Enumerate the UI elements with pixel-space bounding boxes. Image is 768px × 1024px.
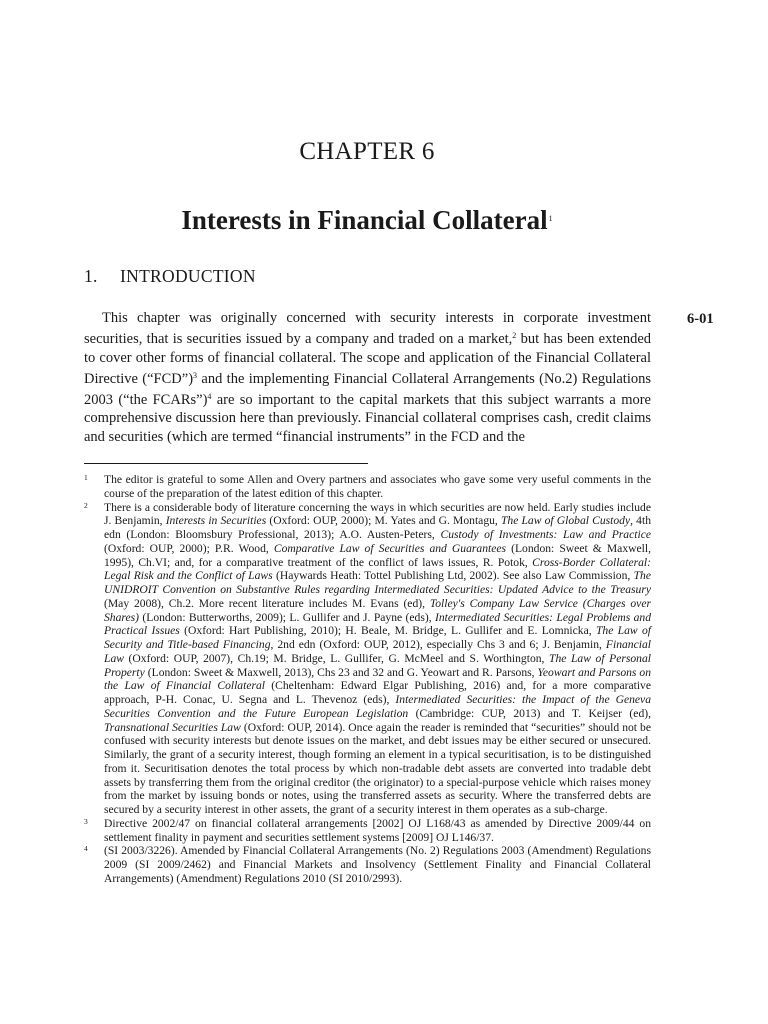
footnote-text [104, 817, 651, 845]
citation-title: Tolley's Company Law Service (Charges over Shares) [104, 596, 651, 624]
text-run: , 2nd edn (Oxford: OUP, 2012), especially Chs 3 and 6; J. Benjamin, [270, 638, 606, 651]
chapter-title-text: Interests in Financial Collateral [181, 205, 548, 235]
text-run: (May 2008), Ch.2. More recent literature includes M. Evans (ed), [104, 596, 430, 610]
body-text [84, 309, 651, 446]
body-paragraph [84, 309, 651, 446]
text-run: (London: Sweet & Maxwell, 1995), Ch.VI; and, for a comparative treatment of the conflict of laws issues, R. Potok, [104, 541, 651, 569]
citation-title: Custody of Investments: Law and Practice [440, 528, 651, 541]
chapter-label: CHAPTER 6 [299, 138, 435, 165]
footnote-item [84, 473, 651, 501]
text-run: The editor is grateful to some Allen and Overy partners and associates who gave some very useful comments in the course of the preparation of the latest edition of this chapter. [104, 473, 651, 500]
citation-title: The Law of Security and Title-based Financing [104, 624, 652, 651]
text-run: (Oxford: OUP, 2000); M. Yates and G. Montagu, [266, 514, 501, 528]
text-run: but has been extended to cover other forms of financial collateral. The scope and application of the Financial Collateral Directive (“FCD”) [84, 331, 651, 387]
citation-title: The UNIDROIT Convention on Substantive Rules regarding Intermediated Securities: Updated Advice to the Treasury [104, 569, 651, 596]
footnote-item [84, 501, 651, 817]
citation-title: The Law of Global Custody [500, 514, 631, 528]
text-run: (Oxford: OUP, 2000); P.R. Wood, [104, 541, 274, 555]
footnote-number: 2 [84, 500, 88, 510]
text-run: and the implementing Financial Collateral Arrangements (No.2) Regulations 2003 (“the FCARs”) [84, 370, 651, 409]
text-run: , 4th edn (London: Bloomsbury Professional, 2013); A.O. Austen-Peters, [104, 514, 651, 541]
citation-title: Interests in Securities [165, 514, 267, 528]
citation-title: The Law of Personal Property [104, 651, 651, 679]
section-number: 1. [84, 266, 98, 286]
footnote-item [84, 817, 651, 845]
footnote-divider [84, 463, 368, 464]
text-run: are so important to the capital markets that this subject warrants a more comprehensive discussion here than previously. Financial collateral comprises cash, credit claims and securities (which are termed “financial instruments” in the FCD and the [84, 392, 651, 445]
text-run: (SI 2003/3226). Amended by Financial Collateral Arrangements (No. 2) Regulations 2003 (Amendment) Regulations 2009 (SI 2009/2462) and Financial Markets and Insolvency (Settlement Finality and Financial Collateral Arrangements) (Amendment) Regulations 2010 (SI 2010/2993). [104, 844, 651, 885]
chapter-title [0, 205, 734, 236]
text-run: (London: Butterworths, 2009); L. Gullifer and J. Payne (eds), [139, 610, 436, 624]
text-run: (Cambridge: CUP, 2013) and T. Keijser (ed), [408, 706, 651, 720]
text-run: (Oxford: OUP, 2007), Ch.19; M. Bridge, L. Gullifer, G. McMeel and S. Worthington, [123, 651, 550, 665]
footnote-item [84, 844, 651, 885]
text-run: (Oxford: Hart Publishing, 2010); H. Beale, M. Bridge, L. Gullifer and E. Lomnicka, [179, 624, 596, 638]
footnote-text [104, 844, 651, 885]
footnote-text [104, 473, 651, 501]
footnote-ref-1: 1 [548, 214, 553, 223]
text-run: (Cheltenham: Edward Elgar Publishing, 2016) and, for a more comparative approach, P-H. Conac, U. Segna and L. Thevenoz (eds), [104, 679, 651, 706]
citation-title: Comparative Law of Securities and Guarantees [273, 541, 507, 555]
text-run: (Oxford: OUP, 2014). Once again the reader is reminded that “securities” should not be confused with security interests but denote issues on the market, and debt issues may be either secured or unsecured. Similarly, the grant of a security interest, though forming an element in a typical securitisation, is to be distinguished from it. Securitisation denotes the total process by which non-tradable debt assets are converted into tradable debt assets by transferring them from the original creditor (the originator) to a special-purpose vehicle which raises money from the market by issuing bonds or notes, using the transferred assets as security. Where the transferred debts are secured by a security interest in other assets, the grant of a security interest in them operates as a sub-charge. [104, 720, 651, 816]
footnote-number: 3 [84, 816, 88, 826]
citation-title: Intermediated Securities: Legal Problems and Practical Issues [104, 610, 652, 638]
footnote-number: 1 [84, 473, 88, 482]
section-heading [84, 266, 256, 287]
footnote-number: 4 [84, 844, 88, 854]
citation-title: Yeowart and Parsons on the Law of Financial Collateral [104, 665, 652, 693]
footnote-text [104, 501, 651, 817]
text-run: This chapter was originally concerned with security interests in corporate investment securities, that is securities issued by a company and traded on a market, [84, 310, 651, 348]
citation-title: Cross-Border Collateral: Legal Risk and the Conflict of Laws [104, 555, 651, 583]
citation-title: Financial Law [104, 638, 651, 665]
footnotes [84, 473, 651, 886]
citation-title: Intermediated Securities: the Impact of the Geneva Securities Convention and the Future European Legislation [104, 693, 652, 720]
text-run: There is a considerable body of literature concerning the ways in which securities are now held. Early studies include J. Benjamin, [104, 500, 651, 528]
text-run: (London: Sweet & Maxwell, 2013), Chs 23 and 32 and G. Yeowart and R. Parsons, [144, 665, 538, 679]
paragraph-number: 6-01 [687, 311, 714, 327]
footnote-ref: 2 [512, 331, 517, 341]
footnote-ref: 4 [207, 392, 212, 402]
footnote-ref: 3 [193, 370, 198, 380]
citation-title: Transnational Securities Law [104, 720, 241, 734]
section-title: INTRODUCTION [120, 266, 256, 286]
text-run: (Haywards Heath: Tottel Publishing Ltd, 2002). See also Law Commission, [272, 569, 634, 583]
text-run: Directive 2002/47 on financial collateral arrangements [2002] OJ L168/43 as amended by Directive 2009/44 on settlement finality in payment and securities settlement systems [2009] OJ L146/37. [104, 816, 651, 844]
